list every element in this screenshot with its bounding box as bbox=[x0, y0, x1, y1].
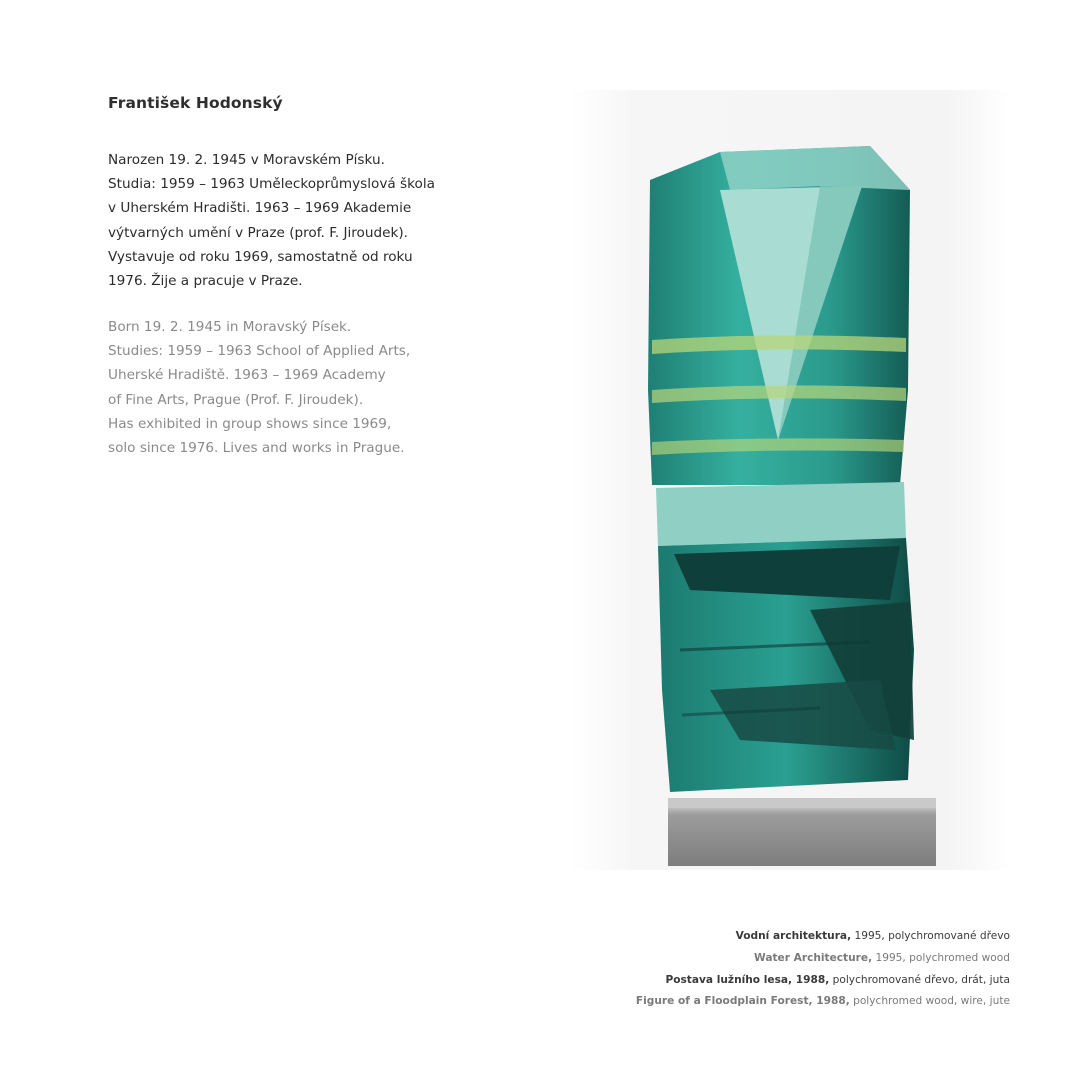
bio-en-line: solo since 1976. Lives and works in Prague. bbox=[108, 440, 405, 457]
caption-title: Vodní architektura, bbox=[735, 930, 852, 942]
caption-line bbox=[636, 991, 1010, 1013]
bio-en-line: Studies: 1959 – 1963 School of Applied Arts, bbox=[108, 343, 411, 360]
bio-en-line: Uherské Hradiště. 1963 – 1969 Academy bbox=[108, 367, 386, 384]
bio-cz-line: 1976. Žije a pracuje v Praze. bbox=[108, 273, 303, 290]
bio-cz-line: Vystavuje od roku 1969, samostatně od roku bbox=[108, 248, 413, 265]
caption-title: Postava lužního lesa, 1988, bbox=[665, 973, 830, 986]
caption-details: 1995, polychromované dřevo bbox=[851, 930, 1010, 942]
bio-en-line: of Fine Arts, Prague (Prof. F. Jiroudek). bbox=[108, 391, 364, 408]
bio-czech bbox=[108, 148, 488, 293]
caption-line bbox=[636, 926, 1010, 948]
caption-title: Water Architecture, bbox=[754, 951, 873, 964]
sculpture-band bbox=[656, 482, 906, 546]
sculpture-photo bbox=[570, 90, 1012, 870]
caption-details: 1995, polychromed wood bbox=[872, 951, 1010, 964]
bio-english bbox=[108, 315, 488, 460]
caption-details: polychromované dřevo, drát, juta bbox=[829, 973, 1010, 986]
bio-en-line: Born 19. 2. 1945 in Moravský Písek. bbox=[108, 319, 352, 335]
caption-title: Figure of a Floodplain Forest, 1988, bbox=[635, 995, 850, 1008]
pedestal bbox=[668, 808, 936, 866]
caption-line bbox=[636, 948, 1010, 970]
pedestal-top bbox=[668, 798, 936, 808]
caption-details: polychromed wood, wire, jute bbox=[849, 995, 1010, 1008]
artist-name: František Hodonský bbox=[108, 94, 283, 112]
bio-en-line: Has exhibited in group shows since 1969, bbox=[108, 415, 392, 432]
bio-cz-line: výtvarných umění v Praze (prof. F. Jiroudek). bbox=[108, 224, 408, 241]
caption-line bbox=[636, 970, 1010, 992]
artwork-captions bbox=[636, 926, 1010, 1013]
bio-cz-line: Studia: 1959 – 1963 Uměleckoprůmyslová škola bbox=[108, 176, 435, 193]
bio-cz-line: v Uherském Hradišti. 1963 – 1969 Akademie bbox=[108, 200, 412, 217]
bio-cz-line: Narozen 19. 2. 1945 v Moravském Písku. bbox=[108, 152, 385, 168]
